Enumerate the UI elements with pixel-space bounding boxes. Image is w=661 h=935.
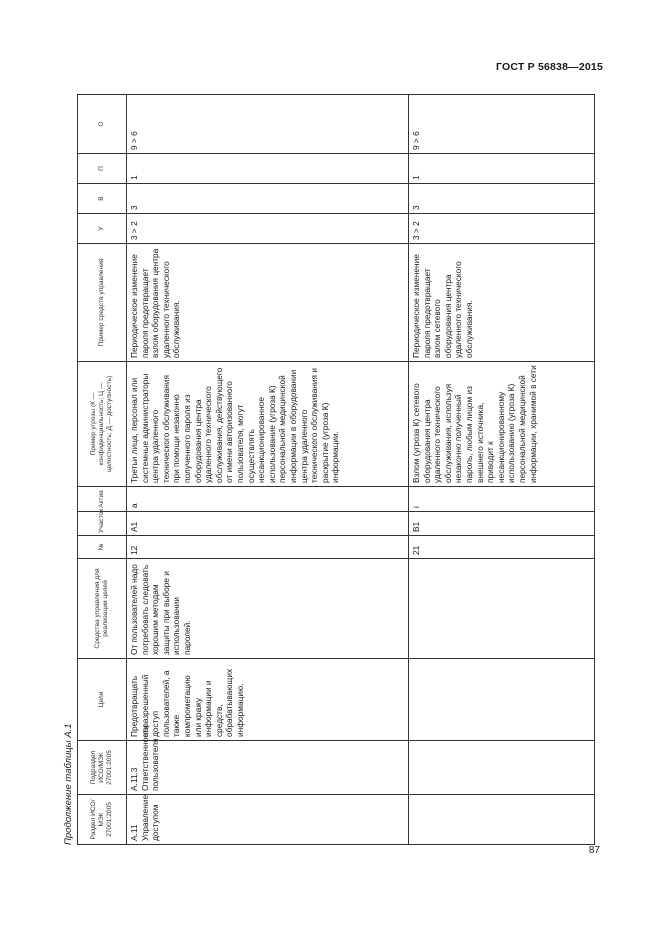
header-goals: Цели xyxy=(78,659,127,741)
cell-p: 1 xyxy=(127,154,409,184)
cell-controls: От пользователей надо потребовать следовать хорошим методам защиты при выборе и использовании паролей. xyxy=(127,559,409,659)
cell-example-controls: Периодическое изменение пароля предотвращает взлом оборудования центра удаленного технического обслуживания. xyxy=(127,244,409,362)
header-threat: Пример угрозы (К — конфиденциальность; Ц — целостность; Д — доступность) xyxy=(78,362,127,487)
cell-v: 3 xyxy=(409,184,595,214)
cell-o: 9 > 6 xyxy=(127,95,409,154)
cell-asset: а xyxy=(127,487,409,512)
table-row xyxy=(409,95,595,845)
header-o: О xyxy=(78,95,127,154)
header-section: Раздел ИСО/МЭК 27001:2005 xyxy=(78,795,127,845)
header-area: Участок xyxy=(78,512,127,536)
cell-threat: Взлом (угроза К) сетевого оборудования центра удаленного технического обслуживания, используя незаконно полученный пароль, любым лицом из внешнего источника, приводит к несанкционированному использованию (угроза К) персональной медицинской информации, хранимой в сети xyxy=(409,362,595,487)
table-header-row xyxy=(78,95,127,845)
header-subsection: Подраздел ИСО/МЭК 27001:2005 xyxy=(78,741,127,795)
cell-example-controls: Периодическое изменение пароля предотвращает взлом сетевого оборудования центра удаленного технического обслуживания. xyxy=(409,244,595,362)
cell-p: 1 xyxy=(409,154,595,184)
cell-area: А1 xyxy=(127,512,409,536)
header-example-controls: Пример средств управления xyxy=(78,244,127,362)
document-standard-header: ГОСТ Р 56838—2015 xyxy=(495,61,603,73)
header-number: № xyxy=(78,536,127,559)
header-asset: Актив xyxy=(78,487,127,512)
cell-u: 3 > 2 xyxy=(127,214,409,244)
table-row xyxy=(127,95,409,845)
cell-section xyxy=(409,795,595,845)
rotated-table-block xyxy=(63,95,595,845)
cell-u: 3 > 2 xyxy=(409,214,595,244)
page-number: 87 xyxy=(588,845,600,856)
cell-section: А.11 Управление доступом xyxy=(127,795,409,845)
header-u: У xyxy=(78,214,127,244)
cell-o: 9 > 6 xyxy=(409,95,595,154)
cell-area: В1 xyxy=(409,512,595,536)
header-controls: Средства управления для реализации целей xyxy=(78,559,127,659)
cell-asset: i xyxy=(409,487,595,512)
cell-v: 3 xyxy=(127,184,409,214)
threat-table xyxy=(77,94,595,845)
header-p: П xyxy=(78,154,127,184)
cell-subsection: А.11.3 Ответственности пользователя xyxy=(127,741,409,795)
table-caption: Продолжение таблицы А.1 xyxy=(63,723,74,845)
header-v: В xyxy=(78,184,127,214)
cell-subsection xyxy=(409,741,595,795)
cell-goals: Предотвращать неразрешенный доступ пользователей, а также компрометацию или кражу информации и средств, обрабатывающих информацию. xyxy=(127,659,409,741)
cell-number: 12 xyxy=(127,536,409,559)
cell-controls xyxy=(409,559,595,659)
cell-threat: Третьи лица, персонал или системные администраторы центра удаленного технического обслуживания при помощи незаконно полученного пароля из оборудования центра удаленного технического обслуживания, действующего от имени авторизованного пользователя, могут осуществлять несанкционированное использование (угроза К) персональной медицинской информации в оборудовании центра удаленного технического обслуживания и раскрытие (угроза К) информации. xyxy=(127,362,409,487)
cell-goals xyxy=(409,659,595,741)
cell-number: 21 xyxy=(409,536,595,559)
